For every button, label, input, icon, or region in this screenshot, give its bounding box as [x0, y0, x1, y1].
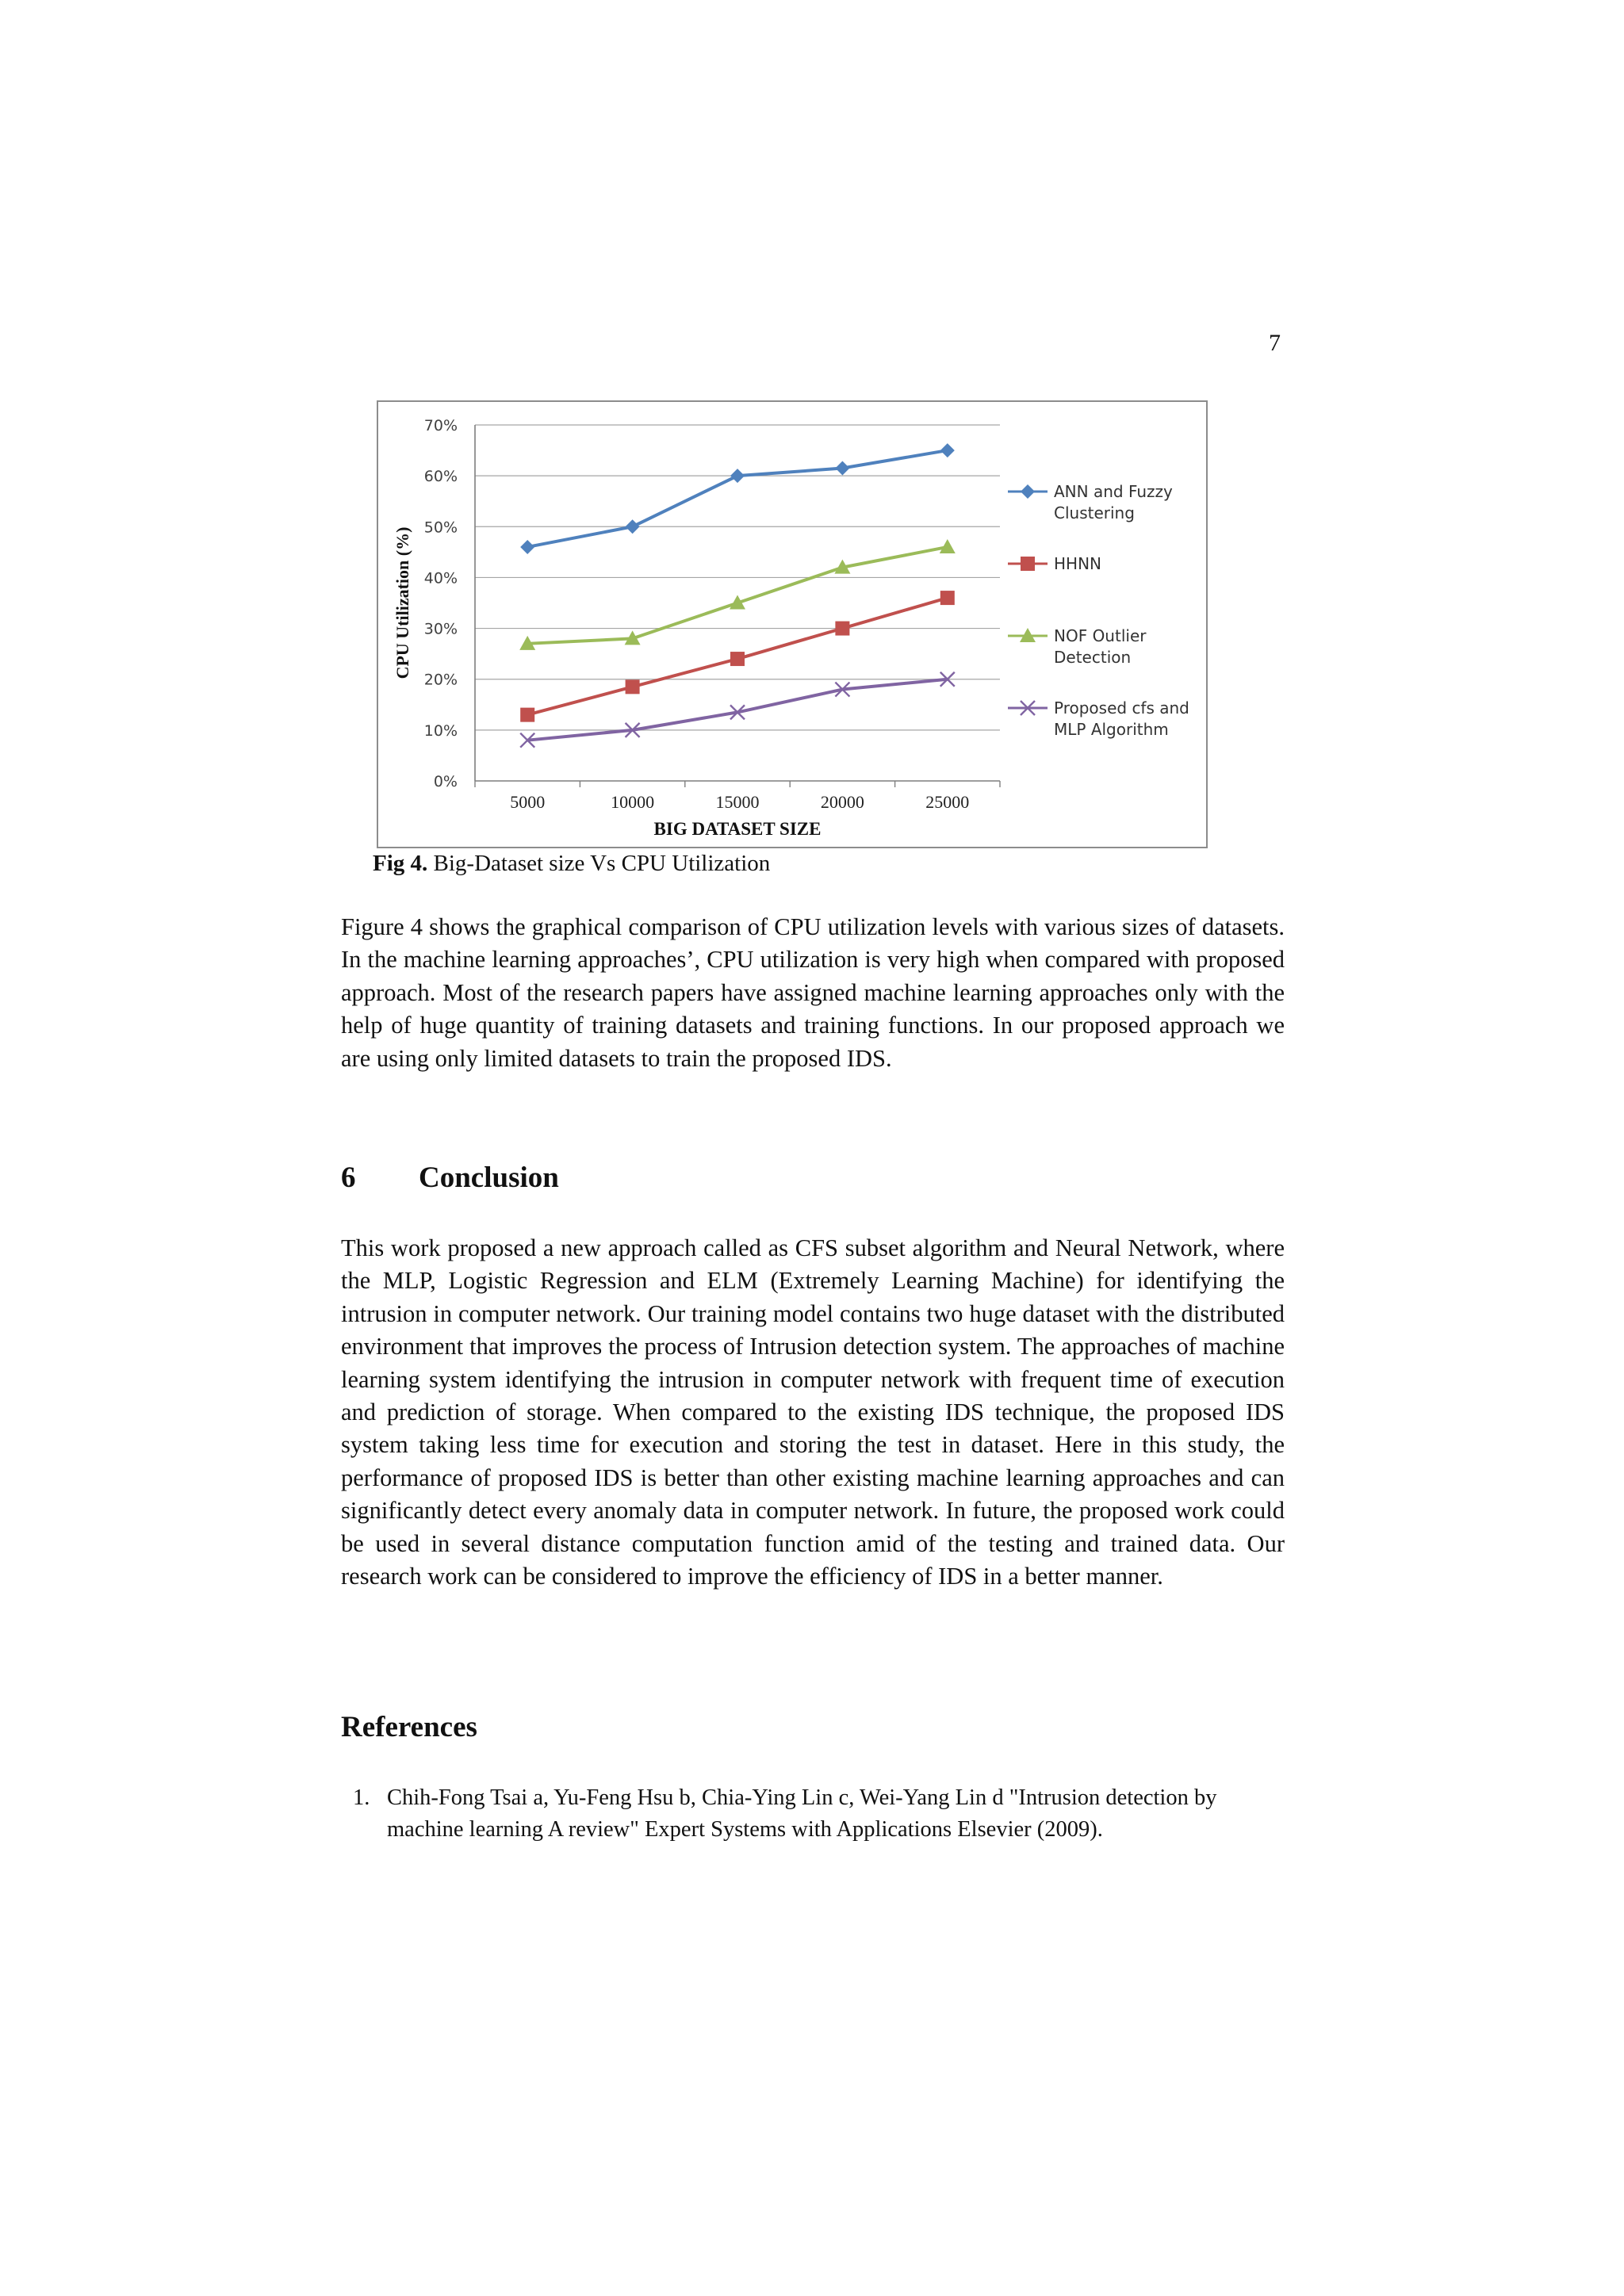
- reference-number: 1.: [353, 1785, 370, 1810]
- legend-label: MLP Algorithm: [1054, 720, 1169, 739]
- paragraph-figure-discussion: Figure 4 shows the graphical comparison of CPU utilization levels with various sizes of datasets. In the machine learning approaches’, CPU utilization is very high when compared with proposed approach. Most of the research papers have assigned machine learning approaches only with the help of huge quantity of training datasets and training functions. In our proposed approach we are using only limited datasets to train the proposed IDS.: [341, 913, 1285, 1072]
- data-point: [835, 622, 849, 636]
- data-point: [730, 652, 745, 666]
- y-tick-label: 0%: [433, 773, 458, 790]
- x-tick-label: 25000: [925, 792, 970, 812]
- section-heading: [341, 1161, 559, 1195]
- legend-label: Proposed cfs and: [1054, 698, 1189, 718]
- data-point: [520, 708, 534, 722]
- data-point: [940, 591, 955, 605]
- x-axis-title: BIG DATASET SIZE: [653, 819, 822, 839]
- figure-caption: [373, 851, 770, 877]
- x-tick-label: 5000: [510, 792, 546, 812]
- page-number: 7: [1269, 330, 1281, 356]
- y-tick-label: 60%: [423, 468, 458, 486]
- legend-label: Clustering: [1054, 503, 1135, 522]
- y-tick-label: 70%: [423, 417, 458, 434]
- y-tick-label: 50%: [423, 519, 458, 537]
- figure-caption-label: Fig 4.: [373, 851, 428, 876]
- figure-4: [377, 400, 1208, 848]
- y-tick-label: 20%: [423, 671, 458, 689]
- figure-caption-text: Big-Dataset size Vs CPU Utilization: [427, 851, 771, 876]
- x-tick-label: 20000: [820, 792, 864, 812]
- y-tick-label: 10%: [423, 721, 458, 740]
- data-point: [626, 679, 640, 694]
- references-heading: References: [341, 1711, 477, 1743]
- legend-marker: [1021, 557, 1035, 571]
- legend-label: NOF Outlier: [1054, 626, 1147, 645]
- legend-label: Detection: [1054, 648, 1132, 667]
- cpu-utilization-chart: [377, 400, 1208, 848]
- y-tick-label: 40%: [423, 569, 458, 587]
- paragraph-conclusion: This work proposed a new approach called as CFS subset algorithm and Neural Network, where the MLP, Logistic Regression and ELM (Extremely Learning Machine) for identifying the intrusion in computer network. Our training model contains two huge dataset with the distributed environment that improves the process of Intrusion detection system. The approaches of machine learning system identifying the intrusion in computer network with frequent time of execution and prediction of storage. When compared to the existing IDS technique, the proposed IDS system taking less time for execution and storing the test in dataset. Here in this study, the performance of proposed IDS is better than other existing machine learning approaches and can significantly detect every anomaly data in computer network. In future, the proposed work could be used in several distance computation function amid of the testing and trained data. Our research work can be considered to improve the efficiency of IDS in a better manner.: [341, 1234, 1285, 1590]
- references-list: [341, 1782, 1286, 1845]
- y-tick-label: 30%: [423, 620, 458, 638]
- x-tick-label: 15000: [715, 792, 760, 812]
- y-axis-title: CPU Utilization (%): [393, 526, 412, 679]
- reference-text: Chih-Fong Tsai a, Yu-Feng Hsu b, Chia-Ying Lin c, Wei-Yang Lin d "Intrusion detection by machine learning A review" Expert Systems with Applications Elsevier (2009).: [387, 1785, 1217, 1842]
- section-title: Conclusion: [419, 1161, 559, 1194]
- legend-entry-2: [1008, 554, 1101, 573]
- x-tick-label: 10000: [611, 792, 655, 812]
- legend-label: ANN and Fuzzy: [1054, 482, 1173, 501]
- section-number: 6: [341, 1161, 356, 1194]
- reference-item: [341, 1782, 1286, 1845]
- legend-label: HHNN: [1054, 554, 1101, 573]
